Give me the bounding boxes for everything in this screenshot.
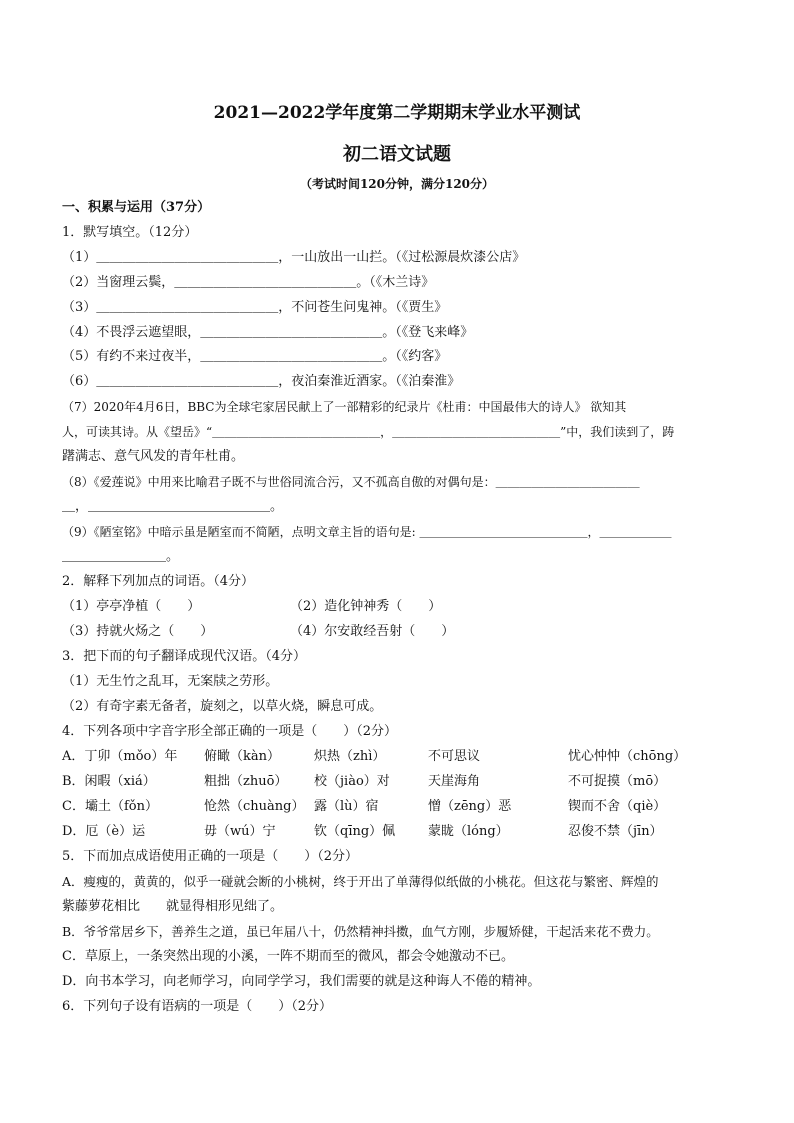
q5-stem: 5．下而加点成语使用正确的一项是（ ）（2分） — [62, 849, 359, 864]
q4-b-2: 粗拙（zhuō） — [204, 774, 288, 789]
q1-item-7-line-2: 人，可读其诗。从《望岳》“＿＿＿＿＿＿＿＿＿＿＿＿＿＿，＿＿＿＿＿＿＿＿＿＿＿＿＿＿”中，我们读到了，踌 — [62, 425, 675, 439]
q5-line-4: C．草原上，一条突然出现的小溪，一阵不期而至的微风，都会令她激动不已。 — [62, 949, 514, 964]
q4-a-3: 炽热（zhì） — [314, 749, 386, 764]
q4-c-1: C．壩土（fǒn） — [62, 799, 158, 814]
q4-a-1: A．丁卯（mǒo）年 — [62, 749, 178, 764]
q4-c-2: 怆然（chuàng） — [204, 799, 305, 814]
q1-item-7-line-1: （7）2020年4月6日，BBC为全球宅家居民献上了一部精彩的纪录片《杜甫：中国最伟大的诗人》 欲知其 — [62, 400, 627, 414]
q2-stem: 2．解释下列加点的词语。（4分） — [62, 574, 255, 589]
q3-stem: 3．把下而的句子翻译成现代汉语。（4分） — [62, 649, 307, 664]
q5-line-1: A．瘦瘦的，黄黄的，似乎一碰就会断的小桃树，终于开出了单薄得似纸做的小桃花。但这花与繁密、辉煌的 — [62, 874, 659, 889]
exam-title: 2021—2022学年度第二学期期末学业水平测试 — [213, 103, 581, 123]
q4-d-4: 蒙眬（lóng） — [428, 824, 509, 839]
q4-d-3: 钦（qīng）佩 — [314, 824, 396, 839]
q1-item-2: （2）当窗理云鬓，＿＿＿＿＿＿＿＿＿＿＿＿＿＿。（《木兰诗》 — [62, 275, 435, 290]
q1-item-9-line-2: ＿＿＿＿＿＿＿＿。 — [62, 549, 180, 564]
q4-b-1: B．闲暇（xiá） — [62, 774, 156, 789]
q4-d-1: D．厄（è）运 — [62, 824, 146, 839]
q1-item-3: （3）＿＿＿＿＿＿＿＿＿＿＿＿＿＿，不问苍生问鬼神。（《贾生》 — [62, 300, 448, 315]
exam-subtitle: 初二语文试题 — [343, 144, 451, 165]
q5-line-3: B．爷爷常居乡下，善养生之道，虽已年届八十，仍然精神抖擞，血气方刚，步履矫健，干起活来花不费力。 — [62, 924, 659, 939]
q4-a-4: 不可思议 — [428, 749, 481, 764]
q4-b-4: 天崖海角 — [428, 774, 481, 789]
q2-item-3: （3）持就火炀之（ ） — [62, 624, 214, 639]
q1-item-9-line-1: （9）《陋室铭》中暗示虽是陋室而不简陋，点明文章主旨的语句是: ＿＿＿＿＿＿＿＿＿＿＿＿＿＿，＿＿＿＿＿＿ — [62, 525, 672, 539]
q4-c-3: 露（lù）宿 — [314, 799, 379, 814]
q4-c-4: 憎（zēng）恶 — [428, 799, 512, 814]
q2-item-4: （4）尔安敢经吾射（ ） — [290, 624, 455, 639]
q4-b-5: 不可捉摸（mō） — [568, 774, 667, 789]
exam-note: （考试时间120分钟，满分120分） — [299, 177, 495, 191]
q1-item-6: （6）＿＿＿＿＿＿＿＿＿＿＿＿＿＿，夜泊秦淮近酒家。（《泊秦淮》 — [62, 374, 461, 389]
q4-a-2: 俯瞰（kàn） — [204, 749, 281, 764]
q2-item-1: （1）亭亭净植（ ） — [62, 599, 201, 614]
section-heading: 一、积累与运用（37分） — [62, 200, 211, 215]
q1-item-8-line-1: （8）《爱莲说》中用来比喻君子既不与世俗同流合污，又不孤高自傲的对偶句是：＿＿＿＿＿＿＿＿＿＿＿＿ — [62, 475, 640, 489]
q5-line-5: D．向书本学习，向老师学习，向同学学习，我们需要的就是这种诲人不倦的精神。 — [62, 974, 541, 989]
q3-item-2: （2）有奇字素无备者，旋刻之，以草火烧，瞬息可成。 — [62, 699, 383, 714]
q1-item-7-line-3: 躇满志、意气风发的青年杜甫。 — [62, 449, 245, 464]
q6-stem: 6．下列句子设有语病的一项是（ ）（2分） — [62, 999, 333, 1014]
q4-d-5: 忍俊不禁（jīn） — [568, 824, 663, 839]
q4-a-5: 忧心忡忡（chōng） — [568, 749, 687, 764]
q1-item-5: （5）有约不来过夜半，＿＿＿＿＿＿＿＿＿＿＿＿＿＿。（《约客》 — [62, 349, 448, 364]
q5-line-2: 紫藤萝花相比 就显得相形见绌了。 — [62, 899, 284, 914]
q1-stem: 1．默写填空。（12分） — [62, 225, 198, 240]
q3-item-1: （1）无生竹之乱耳，无案牍之劳形。 — [62, 674, 279, 689]
q1-item-4: （4）不畏浮云遮望眼，＿＿＿＿＿＿＿＿＿＿＿＿＿＿。（《登飞来峰》 — [62, 325, 474, 340]
q4-c-5: 锲而不舍（qiè） — [568, 799, 667, 814]
q1-item-8-line-2: ＿，＿＿＿＿＿＿＿＿＿＿＿＿＿＿。 — [62, 499, 284, 514]
q4-b-3: 校（jiào）对 — [314, 774, 390, 789]
q4-d-2: 毋（wú）宁 — [204, 824, 276, 839]
q2-item-2: （2）造化钟神秀（ ） — [290, 599, 442, 614]
q1-item-1: （1）＿＿＿＿＿＿＿＿＿＿＿＿＿＿，一山放出一山拦。（《过松源晨炊漆公店》 — [62, 250, 526, 265]
q4-stem: 4．下列各项中字音字形全部正确的一项是（ ）（2分） — [62, 724, 398, 739]
